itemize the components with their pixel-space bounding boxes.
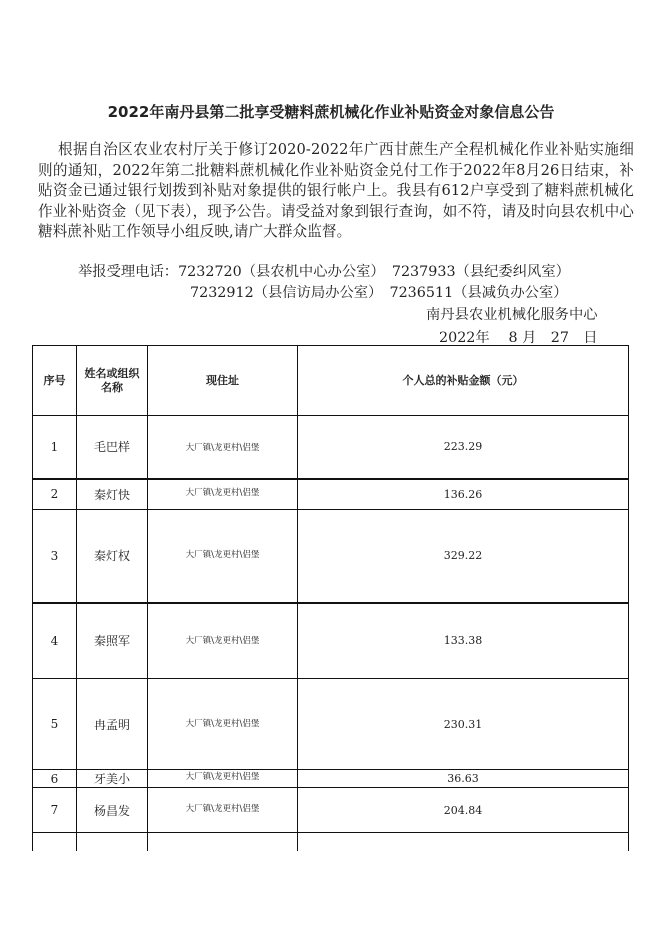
row-no: 3 (33, 510, 77, 603)
header-address: 现住址 (148, 346, 298, 416)
row-name: 冉孟明 (77, 679, 148, 770)
announcement-paragraph: 根据自治区农业农村厅关于修订2020-2022年广西甘蔗生产全程机械化作业补贴实施细则的通知，2022年第二批糖料蔗机械化作业补贴资金兑付工作于2022年8月26日结束，补贴资金已通过银行划拨到补贴对象提供的银行帐户上。我县有612户享受到了糖料蔗机械化作业补贴资金（见下表），现予公告。请受益对象到银行查询，如不符，请及时向县农机中心糖料蔗补贴工作领导小组反映,请广大群众监督。 (38, 141, 634, 241)
row-name: 秦照军 (77, 603, 148, 679)
row-no: 6 (33, 770, 77, 788)
header-name: 姓名或组织名称 (77, 346, 148, 416)
row-no: 1 (33, 416, 77, 479)
header-amount: 个人总的补贴金额（元） (298, 346, 629, 416)
empty-cell (33, 833, 77, 851)
row-address: 大厂镇\龙更村\侣堡 (148, 603, 298, 679)
empty-cell (77, 833, 148, 851)
row-no: 4 (33, 603, 77, 679)
row-no: 2 (33, 479, 77, 510)
row-address: 大厂镇\龙更村\侣堡 (148, 788, 298, 833)
page-title: 2022年南丹县第二批享受糖料蔗机械化作业补贴资金对象信息公告 (107, 103, 555, 121)
row-address: 大厂镇\龙更村\侣堡 (148, 416, 298, 479)
subsidy-table (32, 345, 629, 851)
table-row (33, 603, 629, 679)
row-name: 杨昌发 (77, 788, 148, 833)
row-amount: 136.26 (298, 479, 629, 510)
table-row (33, 416, 629, 479)
row-amount: 36.63 (298, 770, 629, 788)
report-phone-line-2: 7232912（县信访局办公室） 7236511（县减负办公室） (190, 285, 568, 301)
table-row-empty (33, 833, 629, 851)
row-name: 秦灯快 (77, 479, 148, 510)
row-name: 秦灯权 (77, 510, 148, 603)
row-address: 大厂镇\龙更村\侣堡 (148, 679, 298, 770)
table-row (33, 510, 629, 603)
row-address: 大厂镇\龙更村\侣堡 (148, 770, 298, 788)
row-amount: 329.22 (298, 510, 629, 603)
table-row (33, 679, 629, 770)
table-row (33, 479, 629, 510)
row-name: 毛巴样 (77, 416, 148, 479)
issue-date: 2022年 8 月 27 日 (439, 330, 598, 346)
row-address: 大厂镇\龙更村\侣堡 (148, 479, 298, 510)
empty-cell (148, 833, 298, 851)
report-phone-line-1: 举报受理电话：7232720（县农机中心办公室） 7237933（县纪委纠风室） (78, 264, 570, 280)
row-address: 大厂镇\龙更村\侣堡 (148, 510, 298, 603)
empty-cell (298, 833, 629, 851)
row-amount: 223.29 (298, 416, 629, 479)
table-row (33, 770, 629, 788)
row-name: 牙美小 (77, 770, 148, 788)
issuing-organization: 南丹县农业机械化服务中心 (426, 307, 598, 323)
table-row (33, 788, 629, 833)
header-no: 序号 (33, 346, 77, 416)
row-no: 7 (33, 788, 77, 833)
table-header-row (33, 346, 629, 416)
row-amount: 204.84 (298, 788, 629, 833)
row-amount: 133.38 (298, 603, 629, 679)
row-amount: 230.31 (298, 679, 629, 770)
row-no: 5 (33, 679, 77, 770)
